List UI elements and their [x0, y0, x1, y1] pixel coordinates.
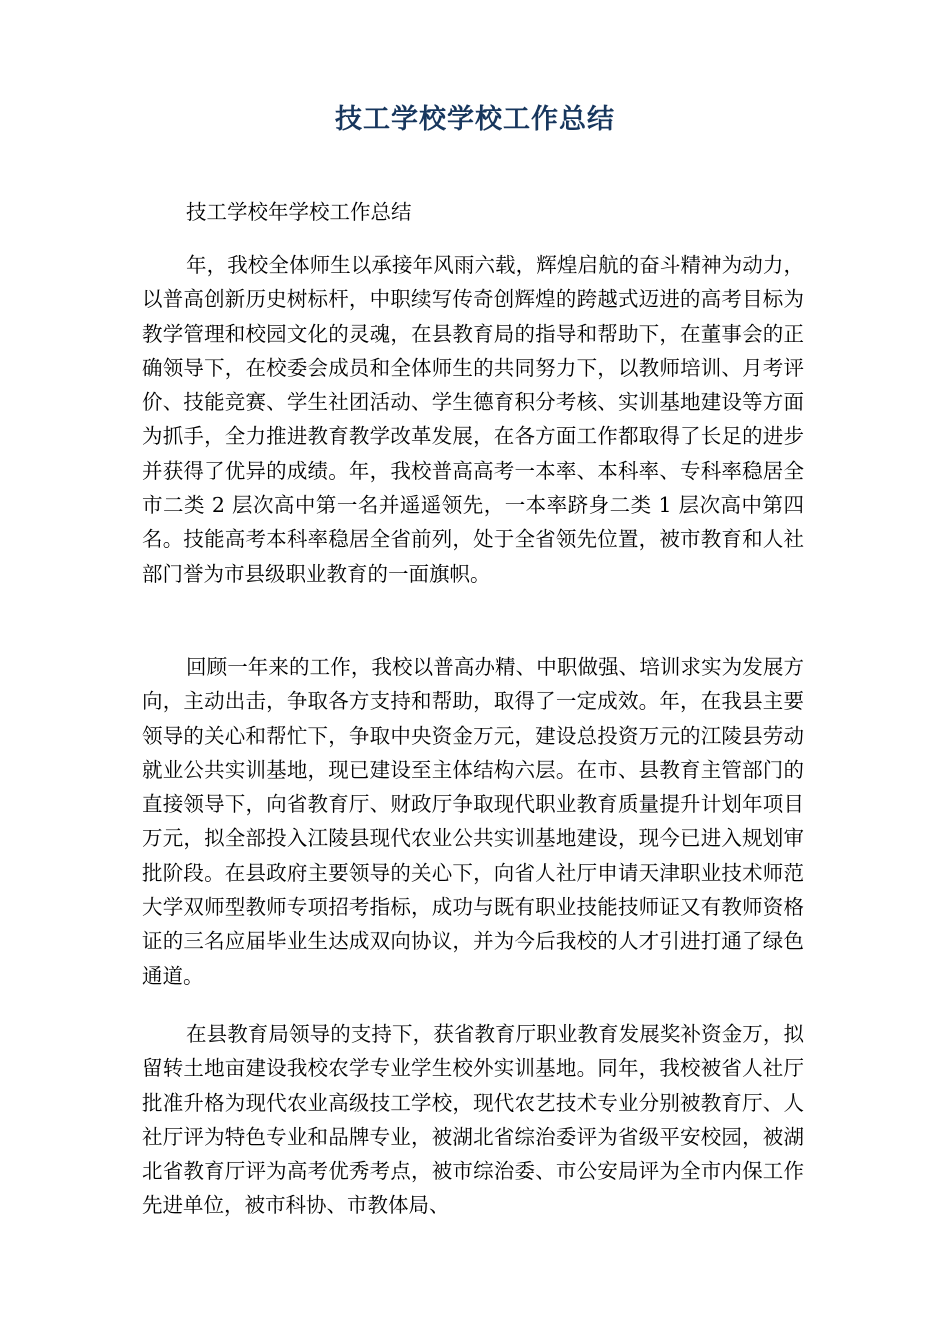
document-title: 技工学校学校工作总结 [335, 104, 615, 135]
document-subtitle: 技工学校年学校工作总结 [186, 200, 412, 224]
paragraph-2: 回顾一年来的工作，我校以普高办精、中职做强、培训求实为发展方向，主动出击，争取各方支持和帮助，取得了一定成效。年，在我县主要领导的关心和帮忙下，争取中央资金万元，建设总投资万元的江陵县劳动就业公共实训基地，现已建设至主体结构六层。在市、县教育主管部门的直接领导下，向省教育厅、财政厅争取现代职业教育质量提升计划年项目万元，拟全部投入江陵县现代农业公共实训基地建设，现今已进入规划审批阶段。在县政府主要领导的关心下，向省人社厅申请天津职业技术师范大学双师型教师专项招考指标，成功与既有职业技能技师证又有教师资格证的三名应届毕业生达成双向协议，并为今后我校的人才引进打通了绿色通道。 [142, 655, 804, 988]
paragraph-3: 在县教育局领导的支持下，获省教育厅职业教育发展奖补资金万，拟留转土地亩建设我校农学专业学生校外实训基地。同年，我校被省人社厅批准升格为现代农业高级技工学校，现代农艺技术专业分别被教育厅、人社厅评为特色专业和品牌专业，被湖北省综治委评为省级平安校园，被湖北省教育厅评为高考优秀考点，被市综治委、市公安局评为全市内保工作先进单位，被市科协、市教体局、 [142, 1022, 804, 1218]
paragraph-1: 年，我校全体师生以承接年风雨六载，辉煌启航的奋斗精神为动力，以普高创新历史树标杆，中职续写传奇创辉煌的跨越式迈进的高考目标为教学管理和校园文化的灵魂，在县教育局的指导和帮助下，在董事会的正确领导下，在校委会成员和全体师生的共同努力下，以教师培训、月考评价、技能竞赛、学生社团活动、学生德育积分考核、实训基地建设等方面为抓手，全力推进教育教学改革发展，在各方面工作都取得了长足的进步并获得了优异的成绩。年，我校普高高考一本率、本科率、专科率稳居全市二类 2 层次高中第一名并遥遥领先，一本率跻身二类 1 层次高中第四名。技能高考本科率稳居全省前列，处于全省领先位置，被市教育和人社部门誉为市县级职业教育的一面旗帜。 [142, 253, 804, 586]
